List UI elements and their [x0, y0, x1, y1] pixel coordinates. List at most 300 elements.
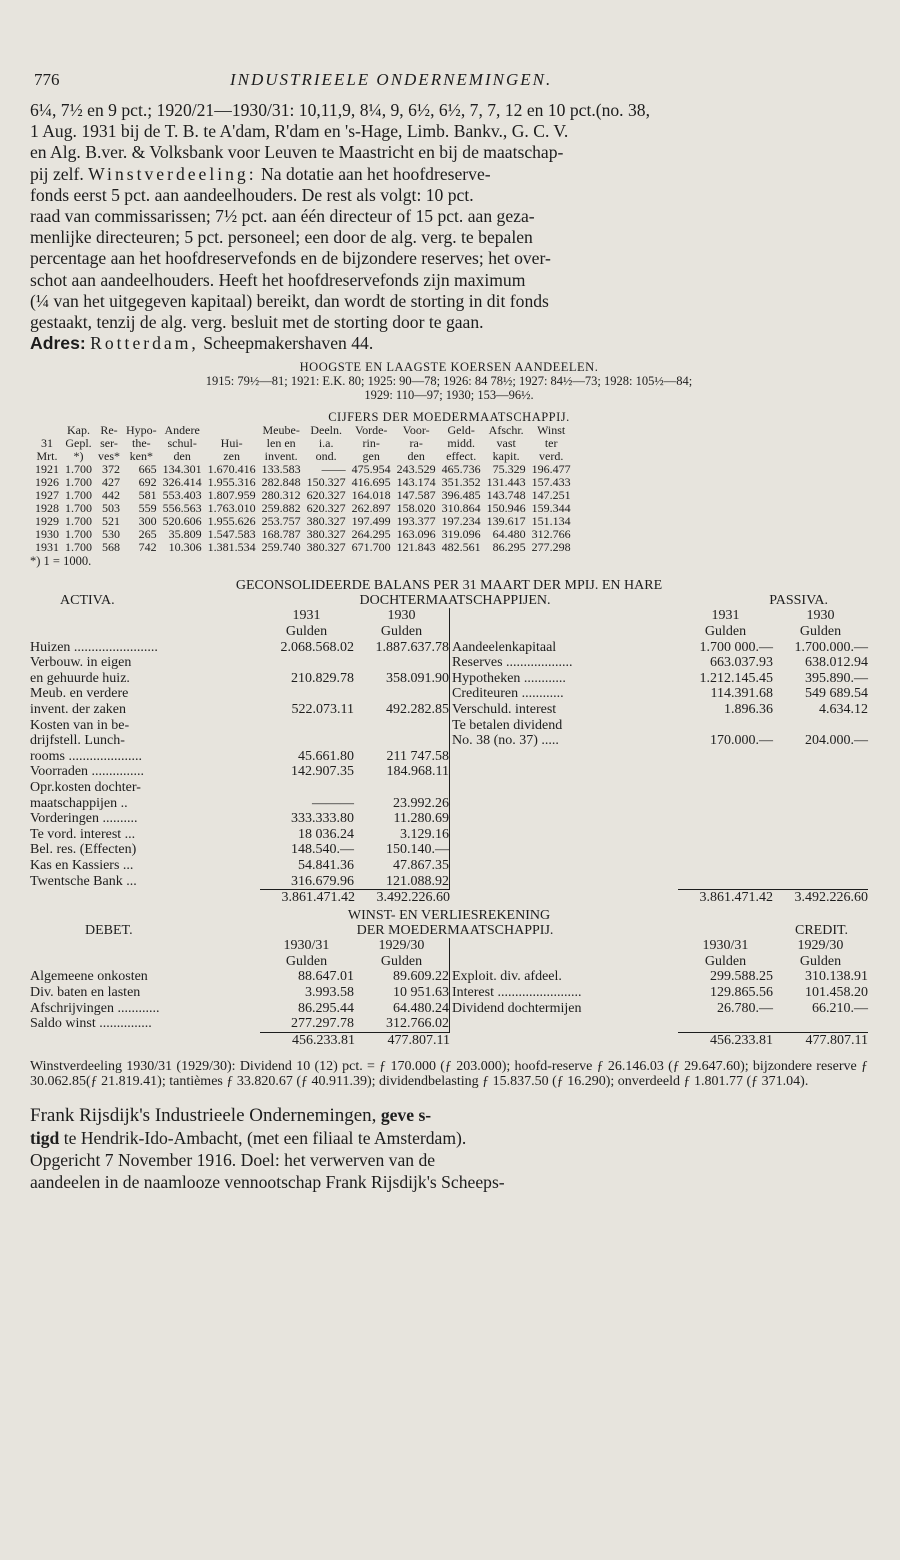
row-label: No. 38 (no. 37) .....	[452, 733, 559, 749]
table-cell: 147.587	[396, 488, 436, 503]
text-line: raad van commissarissen; 7½ pct. aan één directeur of 15 pct. aan geza-	[30, 206, 535, 227]
winstverdeeling-1930: Winstverdeeling 1930/31 (1929/30): Dividend 10 (12) pct. = ƒ 170.000 (ƒ 203.000); hoofd-reserve ƒ 26.146.03 (ƒ 29.647.60); bijzondere reserve ƒ 30.062.85(ƒ 21.819.41); tantièmes ƒ 33.820.67 (ƒ 40.911.39); dividendbelasting ƒ 15.837.50 (ƒ 16.290); onverdeeld ƒ 1.801.77 (ƒ 371.04).	[30, 1058, 868, 1090]
opgericht-label: Opgericht	[30, 1149, 101, 1170]
table-cell: midd.	[447, 436, 475, 451]
table-cell: Meube-	[262, 423, 300, 438]
table-cell: Hypo-	[126, 423, 157, 438]
text-fragment: 7 November 1916.	[104, 1149, 237, 1170]
table-row	[30, 702, 449, 718]
table-cell: 475.954	[351, 462, 391, 477]
table-cell: 442	[102, 488, 120, 503]
row-label: Meub. en verdere	[30, 686, 129, 702]
unit-label: Gulden	[285, 953, 328, 969]
row-value: 23.992.26	[393, 795, 449, 811]
winst-debet-column	[30, 938, 450, 1032]
table-cell: Andere	[164, 423, 200, 438]
column-header-row	[30, 608, 449, 624]
text-line: fonds eerst 5 pct. aan aandeelhouders. De rest als volgt: 10 pct.	[30, 184, 474, 205]
passiva-label: PASSIVA.	[769, 593, 828, 609]
row-label: Opr.kosten dochter-	[30, 779, 141, 795]
balans-totals	[30, 889, 868, 906]
table-cell: invent.	[264, 449, 298, 464]
row-value: 277.297.78	[291, 1016, 354, 1032]
row-value: 211 747.58	[386, 748, 449, 764]
winst-subheader	[30, 923, 868, 938]
winst-subtitle: DER MOEDERMAATSCHAPPIJ.	[356, 923, 554, 939]
text-line	[30, 1127, 868, 1149]
spacer	[30, 608, 259, 624]
row-value: 26.780.—	[717, 1000, 773, 1016]
row-label: Algemeene onkosten	[30, 969, 148, 985]
unit-label: Gulden	[799, 624, 842, 640]
row-value	[354, 733, 449, 749]
table-cell: ——	[321, 462, 346, 477]
table-cell: 559	[138, 501, 157, 516]
row-label: Verschuld. interest	[452, 702, 557, 717]
table-row	[452, 718, 868, 734]
text-line: 6¼, 7½ en 9 pct.; 1920/21—1930/31: 10,11,9, 8¼, 9, 6½, 6½, 7, 7, 12 en 10 pct.(no. 38,	[30, 100, 650, 120]
table-cell: 31	[41, 436, 53, 451]
year-label: 1931	[711, 608, 740, 624]
row-value: 121.088.92	[386, 873, 449, 889]
table-cell: 396.485	[441, 488, 481, 503]
table-cell: ken*	[129, 449, 153, 464]
row-label: Aandeelenkapitaal	[452, 639, 557, 655]
table-cell: 380.327	[306, 514, 346, 529]
table-cell: effect.	[446, 449, 477, 464]
table-cell: 121.843	[396, 540, 436, 555]
table-cell: 1927	[35, 488, 59, 503]
row-value: 66.210.—	[812, 1000, 868, 1016]
table-cell: kapit.	[492, 449, 520, 464]
table-cell: 259.882	[261, 501, 301, 516]
row-value: 299.588.25	[710, 969, 773, 985]
table-cell: 1.955.316	[207, 475, 256, 490]
row-label: Bel. res. (Effecten)	[30, 842, 137, 858]
table-cell: Afschr.	[488, 423, 524, 438]
table-cell: gen	[362, 449, 380, 464]
row-label: Reserves ...................	[452, 655, 573, 671]
winst-totals	[30, 1032, 868, 1049]
row-value: 101.458.20	[805, 984, 868, 1000]
koersen-line: 1929: 110—97; 1930; 153—96½.	[364, 388, 534, 403]
table-row	[452, 969, 868, 985]
year-label: 1930/31	[702, 938, 749, 954]
cijfers-table	[32, 424, 574, 554]
column-header-row	[30, 938, 449, 954]
row-value: 638.012.94	[805, 655, 868, 671]
total-value: 477.807.11	[773, 1032, 868, 1049]
table-cell: 465.736	[441, 462, 481, 477]
table-cell: 131.443	[486, 475, 526, 490]
table-cell: 319.096	[441, 527, 481, 542]
table-cell: den	[407, 449, 425, 464]
row-value: 45.661.80	[298, 748, 354, 764]
table-row	[30, 827, 449, 843]
spacer	[30, 938, 259, 954]
row-value	[259, 718, 354, 734]
row-value: 2.068.568.02	[280, 639, 354, 655]
table-row	[30, 733, 449, 749]
table-cell: 1.700	[65, 527, 92, 542]
table-cell: Re-	[100, 423, 118, 438]
table-cell: 193.377	[396, 514, 436, 529]
unit-row	[452, 624, 868, 640]
adres-street: Scheepmakershaven 44.	[203, 333, 374, 354]
table-row	[30, 764, 449, 780]
table-cell: 1928	[35, 501, 59, 516]
unit-label: Gulden	[380, 624, 423, 640]
table-row	[452, 702, 868, 718]
row-value: 89.609.22	[393, 969, 449, 985]
table-cell: 157.433	[531, 475, 571, 490]
table-cell: 64.480	[492, 527, 526, 542]
winst-title: WINST- EN VERLIESREKENING	[347, 908, 551, 924]
unit-label: Gulden	[380, 953, 423, 969]
table-cell: 1.763.010	[207, 501, 256, 516]
row-value: 142.907.35	[291, 764, 354, 780]
total-value: 3.492.226.60	[773, 889, 868, 906]
unit-row	[30, 624, 449, 640]
text-line	[30, 1149, 868, 1171]
row-label: Hypotheken ............	[452, 670, 566, 686]
table-cell: 282.848	[261, 475, 301, 490]
table-cell: 1.700	[65, 540, 92, 555]
unit-row	[452, 954, 868, 970]
winst-table	[30, 938, 868, 1032]
table-cell: 1.807.959	[207, 488, 256, 503]
unit-label: Gulden	[704, 624, 747, 640]
table-cell: 530	[102, 527, 120, 542]
text-line: en Alg. B.ver. & Volksbank voor Leuven te Maastricht en bij de maatschap-	[30, 142, 564, 163]
row-value: 663.037.93	[710, 655, 773, 671]
row-value: 1.700 000.—	[699, 639, 773, 655]
table-row	[452, 1001, 868, 1017]
row-label: drijfstell. Lunch-	[30, 733, 125, 749]
row-value: 88.647.01	[298, 969, 354, 985]
table-cell: 253.757	[261, 514, 301, 529]
row-value	[354, 686, 449, 702]
row-value: 4.634.12	[819, 702, 868, 717]
table-cell: 164.018	[351, 488, 391, 503]
row-value: 1.896.36	[724, 702, 773, 717]
row-value: 358.091.90	[386, 670, 449, 686]
table-row	[30, 671, 449, 687]
table-cell: 310.864	[441, 501, 481, 516]
text-line	[30, 1104, 868, 1127]
row-value	[259, 655, 354, 671]
table-cell: Vorde-	[354, 423, 388, 438]
table-cell: 372	[102, 462, 120, 477]
table-cell: 35.809	[168, 527, 202, 542]
table-row	[30, 780, 449, 796]
unit-row	[30, 954, 449, 970]
table-cell: 243.529	[396, 462, 436, 477]
spacer	[452, 954, 678, 970]
table-row	[30, 718, 449, 734]
text-fragment: tigd	[30, 1127, 60, 1148]
row-label: Kas en Kassiers ...	[30, 857, 134, 873]
table-cell: *)	[73, 449, 84, 464]
row-value: 492.282.85	[386, 702, 449, 717]
table-cell: ter	[544, 436, 558, 451]
total-value: 3.492.226.60	[355, 889, 450, 906]
unit-label: Gulden	[799, 953, 842, 969]
row-label: Crediteuren ............	[452, 686, 564, 702]
table-row	[30, 686, 449, 702]
total-value: 456.233.81	[678, 1032, 773, 1049]
column-header-row	[452, 608, 868, 624]
spacer	[452, 938, 678, 954]
table-row	[452, 686, 868, 702]
column-header-row	[452, 938, 868, 954]
winstverdeeling-label: Winstverdeeling:	[88, 163, 257, 184]
table-cell: den	[173, 449, 191, 464]
row-label: Interest ........................	[452, 984, 582, 1000]
row-value	[259, 733, 354, 749]
table-cell: 1.700	[65, 475, 92, 490]
row-label: Twentsche Bank ...	[30, 873, 137, 889]
table-cell: 692	[138, 475, 157, 490]
table-cell: 150.946	[486, 501, 526, 516]
row-value: 1.700.000.—	[794, 639, 868, 655]
text-fragment: geve s-	[380, 1104, 432, 1125]
table-cell: the-	[132, 436, 151, 451]
table-cell: 139.617	[486, 514, 526, 529]
row-value: 54.841.36	[298, 857, 354, 873]
row-value	[259, 780, 354, 796]
row-value: 114.391.68	[710, 686, 773, 702]
table-cell: 671.700	[351, 540, 391, 555]
table-row	[30, 858, 449, 874]
row-value	[354, 718, 449, 734]
row-value	[354, 655, 449, 671]
table-cell: 259.740	[261, 540, 301, 555]
text-line: menlijke directeuren; 5 pct. personeel; een door de alg. verg. te bepalen	[30, 227, 533, 248]
table-row	[30, 985, 449, 1001]
row-value	[773, 718, 868, 734]
table-cell: 168.787	[261, 527, 301, 542]
table-cell: 300	[138, 514, 157, 529]
table-row	[452, 671, 868, 687]
table-row	[30, 796, 449, 812]
table-cell: 553.403	[162, 488, 202, 503]
table-cell: i.a.	[318, 436, 334, 451]
row-value: 18 036.24	[298, 826, 354, 842]
table-cell: 75.329	[492, 462, 526, 477]
company-name: Frank Rijsdijk's Industrieele Ondernemingen,	[30, 1104, 377, 1126]
row-value: 129.865.56	[710, 984, 773, 1000]
table-cell: 147.251	[531, 488, 571, 503]
table-cell: 312.766	[531, 527, 571, 542]
text-line: (¼ van het uitgegeven kapitaal) bereikt, dan wordt de storting in dit fonds	[30, 290, 549, 311]
table-cell: 326.414	[162, 475, 202, 490]
table-cell: 151.134	[531, 514, 571, 529]
balans-table	[30, 608, 868, 889]
row-value: 395.890.—	[805, 670, 868, 686]
row-value: 522.073.11	[291, 702, 354, 717]
table-cell: 163.096	[396, 527, 436, 542]
row-label: maatschappijen ..	[30, 795, 128, 811]
row-value	[259, 686, 354, 702]
table-cell: 1929	[35, 514, 59, 529]
table-row	[30, 874, 449, 890]
spacer	[452, 608, 678, 624]
table-cell: schul-	[167, 436, 197, 451]
table-cell: 150.327	[306, 475, 346, 490]
total-value: 477.807.11	[355, 1032, 450, 1049]
table-cell: 265	[138, 527, 157, 542]
cijfers-title: CIJFERS DER MOEDERMAATSCHAPPIJ.	[328, 410, 570, 425]
table-row	[30, 811, 449, 827]
table-cell: 1.381.534	[207, 540, 256, 555]
text-line: percentage aan het hoofdreservefonds en de bijzondere reserves; het over-	[30, 248, 551, 269]
unit-label: Gulden	[285, 624, 328, 640]
row-value: 170.000.—	[710, 733, 773, 749]
row-value: 150.140.—	[386, 842, 449, 858]
table-cell: 197.499	[351, 514, 391, 529]
unit-label: Gulden	[704, 953, 747, 969]
text-fragment: te Hendrik-Ido-Ambacht, (met een filiaal te Amsterdam).	[63, 1127, 467, 1148]
text-fragment: pij zelf.	[30, 163, 84, 184]
table-cell: 143.748	[486, 488, 526, 503]
row-value: 86.295.44	[298, 1000, 354, 1016]
balans-passiva-column	[450, 608, 868, 889]
table-row	[30, 1016, 449, 1032]
page-header	[30, 60, 868, 100]
table-cell: 665	[138, 462, 157, 477]
table-cell: 159.344	[531, 501, 571, 516]
table-cell: 133.583	[261, 462, 301, 477]
row-value: 1.887.637.78	[375, 639, 449, 655]
table-cell: 1.547.583	[207, 527, 256, 542]
row-label: Afschrijvingen ............	[30, 1000, 160, 1016]
row-value	[678, 718, 773, 734]
table-row	[30, 1001, 449, 1017]
table-cell: Hui-	[220, 436, 243, 451]
table-cell: 742	[138, 540, 157, 555]
year-label: 1930	[387, 608, 416, 624]
table-row	[452, 640, 868, 656]
koersen-line: 1915: 79½—81; 1921: E.K. 80; 1925: 90—78; 1926: 84 78½; 1927: 84½—73; 1928: 105½—84;	[205, 374, 693, 389]
table-row	[30, 655, 449, 671]
table-cell: 620.327	[306, 488, 346, 503]
row-value: 47.867.35	[393, 857, 449, 873]
table-cell: Kap.	[67, 423, 90, 438]
table-row	[452, 733, 868, 749]
spacer	[452, 624, 678, 640]
year-label: 1931	[292, 608, 321, 624]
row-label: Huizen ........................	[30, 639, 158, 655]
debet-label: DEBET.	[85, 923, 133, 939]
table-cell: 503	[102, 501, 120, 516]
text-line: aandeelen in de naamlooze vennootschap Frank Rijsdijk's Scheeps-	[30, 1171, 505, 1192]
table-cell: 620.327	[306, 501, 346, 516]
table-cell: 1.700	[65, 514, 92, 529]
table-cell: 86.295	[492, 540, 526, 555]
table-row	[30, 842, 449, 858]
table-cell: 158.020	[396, 501, 436, 516]
table-cell: Geld-	[447, 423, 475, 438]
table-cell: 482.561	[441, 540, 481, 555]
row-value: 3.993.58	[305, 984, 354, 1000]
table-cell: 380.327	[306, 527, 346, 542]
adres-city: Rotterdam,	[90, 333, 199, 354]
table-cell: vast	[496, 436, 516, 451]
row-value: 210.829.78	[291, 670, 354, 686]
row-label: rooms .....................	[30, 748, 142, 764]
row-label: Saldo winst ...............	[30, 1016, 152, 1032]
spacer	[30, 954, 259, 970]
table-row	[30, 640, 449, 656]
row-value: 204.000.—	[805, 733, 868, 749]
row-value: 549 689.54	[805, 686, 868, 702]
table-cell: 1930	[35, 527, 59, 542]
table-cell: 134.301	[162, 462, 202, 477]
balans-activa-column	[30, 608, 450, 889]
table-cell: 277.298	[531, 540, 571, 555]
table-cell: zen	[223, 449, 240, 464]
row-value: 184.968.11	[386, 764, 449, 780]
row-label: Te betalen dividend	[452, 717, 563, 733]
table-cell: 427	[102, 475, 120, 490]
row-label: Div. baten en lasten	[30, 984, 141, 1000]
table-cell: 1.955.626	[207, 514, 256, 529]
row-label: Kosten van in be-	[30, 717, 130, 733]
table-row	[452, 985, 868, 1001]
table-cell: 1.700	[65, 462, 92, 477]
text-line	[30, 164, 868, 185]
row-value	[354, 780, 449, 796]
row-label: Verbouw. in eigen	[30, 655, 132, 671]
row-label: Dividend dochtermijen	[452, 1000, 582, 1016]
table-cell: 568	[102, 540, 120, 555]
row-value: 316.679.96	[291, 873, 354, 889]
table-cell: 1926	[35, 475, 59, 490]
company-description	[30, 100, 868, 354]
table-cell: 380.327	[306, 540, 346, 555]
table-cell: 197.234	[441, 514, 481, 529]
table-cell: 581	[138, 488, 157, 503]
doel-label: Doel:	[240, 1149, 280, 1170]
table-cell: 264.295	[351, 527, 391, 542]
table-cell: Winst	[537, 423, 566, 438]
row-value: 10 951.63	[393, 984, 449, 1000]
total-value: 3.861.471.42	[260, 889, 355, 906]
row-value: 310.138.91	[805, 969, 868, 985]
year-label: 1930	[806, 608, 835, 624]
cijfers-footnote: *) 1 = 1000.	[30, 554, 92, 569]
table-cell: Mrt.	[36, 449, 58, 464]
row-label: Exploit. div. afdeel.	[452, 969, 562, 985]
table-cell: Deeln.	[310, 423, 342, 438]
winst-credit-column	[450, 938, 868, 1032]
table-cell: ra-	[409, 436, 423, 451]
text-line: gestaakt, tenzij de alg. verg. besluit met de storting door te gaan.	[30, 312, 484, 333]
adres-line	[30, 333, 868, 354]
table-cell: 1921	[35, 462, 59, 477]
row-value: 333.333.80	[291, 811, 354, 827]
table-cell: 556.563	[162, 501, 202, 516]
table-cell: Gepl.	[65, 436, 92, 451]
table-cell: 351.352	[441, 475, 481, 490]
table-cell: verd.	[539, 449, 564, 464]
table-cell: len en	[266, 436, 296, 451]
table-cell: 143.174	[396, 475, 436, 490]
text-line: schot aan aandeelhouders. Heeft het hoofdreservefonds zijn maximum	[30, 269, 526, 290]
row-label: Vorderingen ..........	[30, 811, 138, 827]
table-cell: rin-	[362, 436, 380, 451]
